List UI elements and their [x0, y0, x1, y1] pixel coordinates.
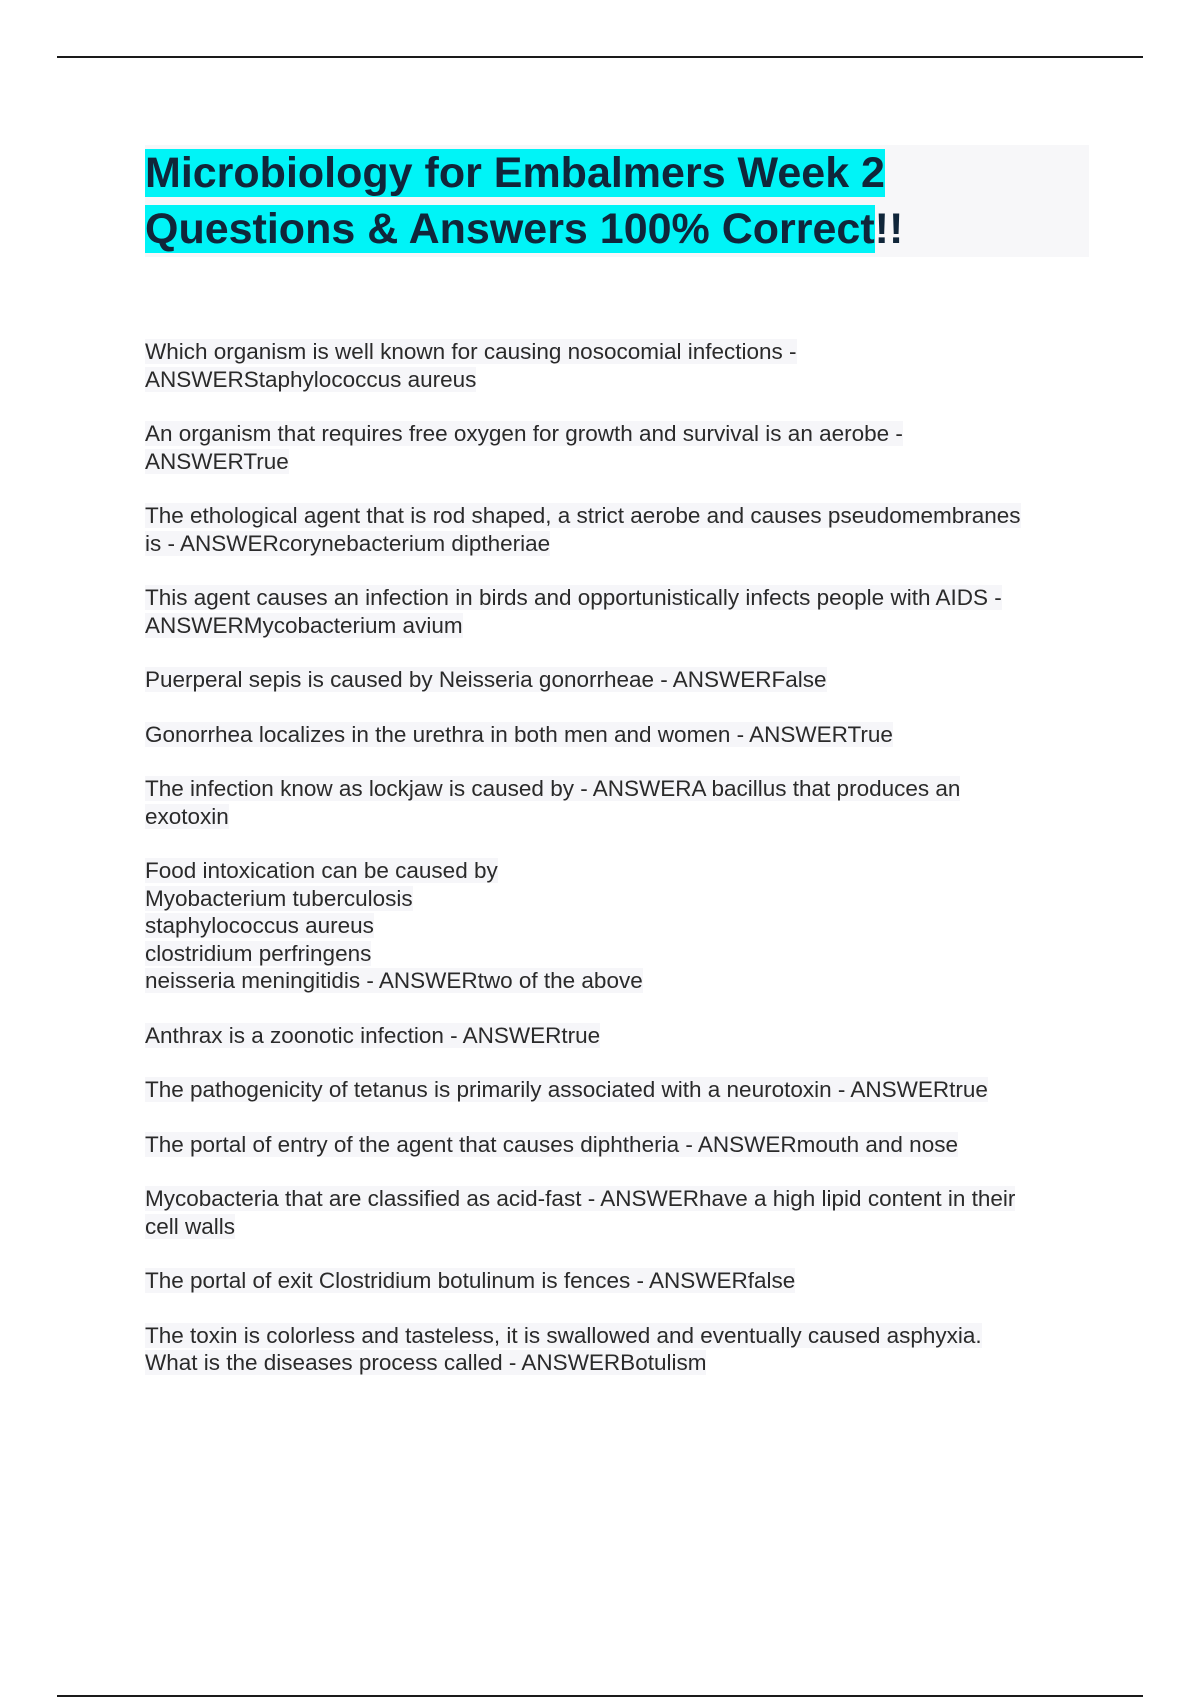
qa-line — [145, 338, 1095, 366]
qa-line-text: clostridium perfringens — [145, 940, 372, 966]
qa-line — [145, 1349, 1095, 1377]
qa-line-text: The portal of entry of the agent that causes diphtheria - ANSWERmouth and nose — [145, 1131, 958, 1157]
qa-item — [145, 1131, 1095, 1159]
qa-line-text: Myobacterium tuberculosis — [145, 885, 413, 911]
qa-line — [145, 885, 1095, 913]
qa-line — [145, 584, 1095, 612]
qa-line — [145, 366, 1095, 394]
title-line-2-tail: !! — [874, 205, 904, 253]
qa-list — [145, 338, 1095, 1404]
qa-line — [145, 530, 1095, 558]
qa-line — [145, 967, 1095, 995]
qa-line — [145, 1213, 1095, 1241]
qa-item — [145, 502, 1095, 557]
footer-rule — [57, 1695, 1143, 1697]
qa-line — [145, 420, 1095, 448]
qa-line — [145, 721, 1095, 749]
qa-item — [145, 721, 1095, 749]
qa-line-text: staphylococcus aureus — [145, 913, 374, 938]
qa-line-text: The portal of exit Clostridium botulinum is fences - ANSWERfalse — [145, 1268, 796, 1293]
qa-line — [145, 857, 1095, 885]
qa-line-text: Anthrax is a zoonotic infection - ANSWERtrue — [145, 1022, 601, 1048]
qa-line — [145, 775, 1095, 803]
qa-item — [145, 1267, 1095, 1295]
qa-line — [145, 940, 1095, 968]
qa-line-text: This agent causes an infection in birds and opportunistically infects people with AIDS - — [145, 585, 1002, 610]
qa-line-text: The toxin is colorless and tasteless, it is swallowed and eventually caused asphyxia. — [145, 1322, 982, 1348]
qa-line-text: An organism that requires free oxygen for growth and survival is an aerobe - — [145, 421, 903, 446]
qa-line-text: What is the diseases process called - ANSWERBotulism — [145, 1350, 707, 1375]
qa-line — [145, 448, 1095, 476]
qa-item — [145, 1022, 1095, 1050]
qa-line — [145, 1022, 1095, 1050]
title-block — [145, 145, 1089, 257]
qa-line — [145, 803, 1095, 831]
qa-item — [145, 1076, 1095, 1104]
header-rule — [57, 56, 1143, 58]
qa-line — [145, 1322, 1095, 1350]
qa-line-text: Which organism is well known for causing nosocomial infections - — [145, 339, 797, 364]
qa-item — [145, 775, 1095, 830]
qa-line-text: The ethological agent that is rod shaped, a strict aerobe and causes pseudomembranes — [145, 503, 1021, 528]
qa-line — [145, 1131, 1095, 1159]
qa-line-text: Gonorrhea localizes in the urethra in both men and women - ANSWERTrue — [145, 721, 893, 747]
qa-line — [145, 666, 1095, 694]
qa-line-text: Puerperal sepis is caused by Neisseria gonorrheae - ANSWERFalse — [145, 667, 827, 692]
qa-line-text: is - ANSWERcorynebacterium diptheriae — [145, 530, 551, 556]
qa-item — [145, 1185, 1095, 1240]
qa-line-text: exotoxin — [145, 803, 229, 829]
qa-line — [145, 1185, 1095, 1213]
qa-line-text: The infection know as lockjaw is caused by - ANSWERA bacillus that produces an — [145, 776, 961, 801]
qa-line-text: Mycobacteria that are classified as acid-fast - ANSWERhave a high lipid content in their — [145, 1186, 1016, 1211]
title-line-2-highlighted: Questions & Answers 100% Correct — [145, 205, 875, 253]
qa-line-text: ANSWERStaphylococcus aureus — [145, 366, 477, 392]
title-line-1: Microbiology for Embalmers Week 2 — [145, 149, 885, 197]
qa-item — [145, 338, 1095, 393]
qa-line — [145, 1267, 1095, 1295]
qa-item — [145, 1322, 1095, 1377]
qa-line — [145, 612, 1095, 640]
qa-line — [145, 912, 1095, 940]
qa-line-text: The pathogenicity of tetanus is primarily associated with a neurotoxin - ANSWERtrue — [145, 1077, 988, 1102]
qa-line-text: cell walls — [145, 1213, 236, 1239]
qa-item — [145, 420, 1095, 475]
qa-line-text: ANSWERMycobacterium avium — [145, 612, 463, 638]
qa-item — [145, 666, 1095, 694]
qa-line-text: ANSWERTrue — [145, 448, 289, 474]
qa-line-text: Food intoxication can be caused by — [145, 858, 498, 883]
qa-line — [145, 1076, 1095, 1104]
qa-line-text: neisseria meningitidis - ANSWERtwo of the above — [145, 968, 643, 993]
qa-item — [145, 857, 1095, 995]
qa-line — [145, 502, 1095, 530]
qa-item — [145, 584, 1095, 639]
page-title — [145, 145, 1089, 257]
